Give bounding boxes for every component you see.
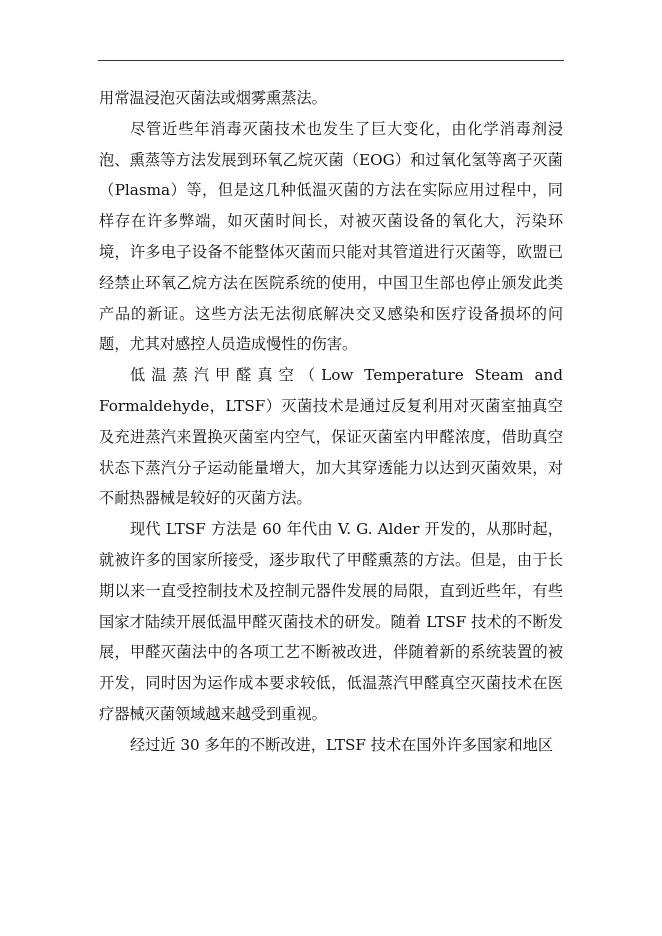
header-rule bbox=[98, 60, 564, 61]
paragraph-ltsf-definition: 低温蒸汽甲醛真空（Low Temperature Steam and Formaldehyde，LTSF）灭菌技术是通过反复利用对灭菌室抽真空及充进蒸汽来置换灭菌室内空气，保证灭菌室内甲醛浓度，借助真空状态下蒸汽分子运动能量增大，加大其穿透能力以达到灭菌效果，对不耐热器械是较好的灭菌方法。 bbox=[99, 366, 563, 508]
paragraph-ltsf-development: 经过近 30 多年的不断改进，LTSF 技术在国外许多国家和地区 bbox=[130, 735, 554, 754]
document-body bbox=[99, 83, 563, 761]
paragraph-sterilization-methods: 尽管近些年消毒灭菌技术也发生了巨大变化，由化学消毒剂浸泡、熏蒸等方法发展到环氧乙烷灭菌（EOG）和过氧化氢等离子灭菌（Plasma）等，但是这几种低温灭菌的方法在实际应用过程中，同样存在许多弊端，如灭菌时间长，对被灭菌设备的氧化大，污染环境，许多电子设备不能整体灭菌而只能对其管道进行灭菌等，欧盟已经禁止环氧乙烷方法在医院系统的使用，中国卫生部也停止颁发此类产品的新证。这些方法无法彻底解决交叉感染和医疗设备损坏的问题，尤其对感控人员造成慢性的伤害。 bbox=[99, 119, 563, 354]
paragraph-ltsf-history: 现代 LTSF 方法是 60 年代由 V. G. Alder 开发的，从那时起，就被许多的国家所接受，逐步取代了甲醛熏蒸的方法。但是，由于长期以来一直受控制技术及控制元器件发展的局限，直到近些年，有些国家才陆续开展低温甲醛灭菌技术的研发。随着 LTSF 技术的不断发展，甲醛灭菌法中的各项工艺不断被改进，伴随着新的系统装置的被开发，同时因为运作成本要求较低，低温蒸汽甲醛真空灭菌技术在医疗器械灭菌领域越来越受到重视。 bbox=[99, 520, 563, 723]
paragraph-continuation: 用常温浸泡灭菌法或烟雾熏蒸法。 bbox=[99, 89, 327, 107]
